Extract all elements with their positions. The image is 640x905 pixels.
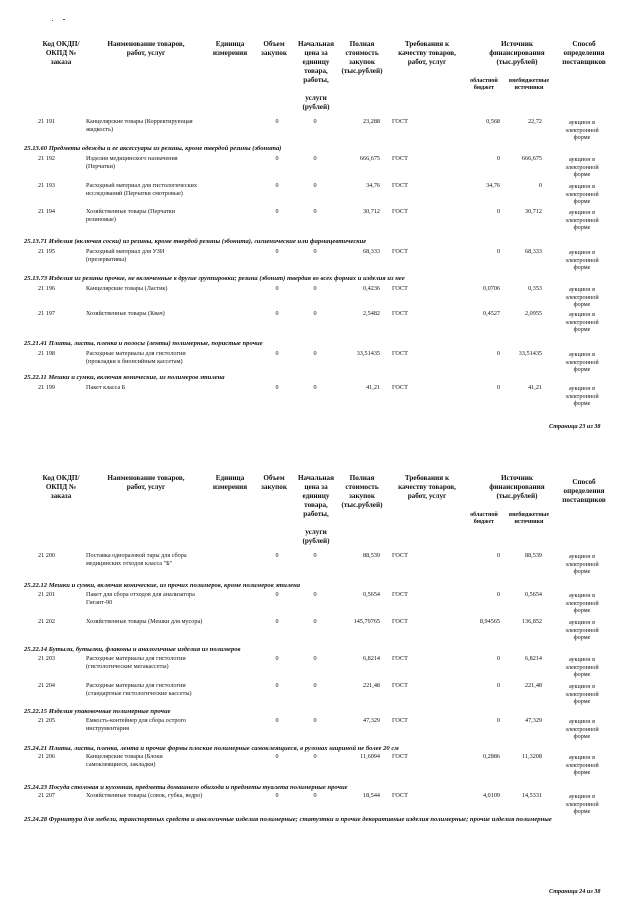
unit-price-value: 0	[313, 384, 317, 391]
requirements-value: ГОСТ	[392, 717, 408, 724]
volume-value: 0	[275, 310, 279, 317]
requirements-value: ГОСТ	[392, 792, 408, 799]
item-name: Расходные материалы для гистологии (гистологические мегакассеты)	[86, 655, 186, 670]
extra-budget-value: 30,712	[524, 208, 542, 215]
section-code: 25.22.11	[24, 374, 47, 381]
total-cost-value: 221,48	[362, 682, 380, 689]
order-code: 21 197	[38, 310, 56, 317]
total-cost-value: 88,539	[362, 552, 380, 559]
total-cost-value: 41,21	[366, 384, 380, 391]
item-name: Хозяйственные товары (совок, губка, ведро)	[86, 792, 203, 799]
section-code: 25.22.15	[24, 708, 48, 715]
item-name: Пакет для сбора отходов для анализатора Гигант-90	[86, 591, 195, 606]
total-cost-value: 0,4236	[362, 285, 380, 292]
regional-budget-value: 0,568	[486, 118, 500, 125]
unit-price-value: 0	[313, 655, 317, 662]
unit-price-value: 0	[313, 285, 317, 292]
section-heading	[24, 745, 604, 753]
requirements-value: ГОСТ	[392, 753, 408, 760]
scan-speck	[52, 20, 53, 21]
order-code: 21 200	[38, 552, 56, 559]
total-cost-value: 18,544	[362, 792, 380, 799]
extra-budget-value: 0,5654	[524, 591, 542, 598]
unit-price-value: 0	[313, 350, 317, 357]
total-cost-value: 6,8214	[362, 655, 380, 662]
requirements-value: ГОСТ	[392, 591, 408, 598]
requirements-value: ГОСТ	[392, 118, 408, 125]
requirements-value: ГОСТ	[392, 682, 408, 689]
section-code: 25.24.21	[24, 745, 48, 752]
section-code: 25.24.28	[24, 816, 48, 823]
order-code: 21 201	[38, 591, 56, 598]
volume-value: 0	[275, 618, 279, 625]
unit-price-value: 0	[313, 552, 317, 559]
document-page-23	[0, 0, 640, 440]
requirements-value: ГОСТ	[392, 384, 408, 391]
extra-budget-value: 666,675	[521, 155, 542, 162]
procurement-method: аукцион в электронной форме	[565, 286, 599, 308]
header-unit: Единица измерения	[212, 474, 248, 491]
header-volume: Объем закупок	[261, 474, 287, 491]
item-name: Хозяйственные товары (Перчатки резиновые)	[86, 208, 175, 223]
extra-budget-value: 41,21	[528, 384, 542, 391]
procurement-method: аукцион в электронной форме	[565, 119, 599, 141]
section-title: Посуда столовая и кухонная, предметы домашнего обихода и предметы туалета полимерные прочие	[48, 784, 348, 791]
header-cost: Полная стоимость закупок (тыс.рублей)	[341, 474, 383, 509]
extra-budget-value: 0	[538, 182, 542, 189]
requirements-value: ГОСТ	[392, 155, 408, 162]
procurement-method: аукцион в электронной форме	[565, 311, 599, 333]
regional-budget-value: 0	[496, 384, 500, 391]
extra-budget-value: 0,353	[528, 285, 542, 292]
section-heading	[24, 145, 604, 153]
total-cost-value: 47,329	[362, 717, 380, 724]
procurement-method: аукцион в электронной форме	[565, 553, 599, 575]
section-code: 25.22.12	[24, 582, 48, 589]
order-code: 21 204	[38, 682, 56, 689]
requirements-value: ГОСТ	[392, 310, 408, 317]
section-heading	[24, 816, 604, 824]
unit-price-value: 0	[313, 717, 317, 724]
total-cost-value: 30,712	[362, 208, 380, 215]
section-heading	[24, 340, 604, 348]
extra-budget-value: 22,72	[528, 118, 542, 125]
total-cost-value: 0,5654	[362, 591, 380, 598]
order-code: 21 194	[38, 208, 56, 215]
section-title: Плиты, листы, пленка и полосы (ленты) полимерные, пористые прочие	[48, 340, 263, 347]
header-price: Начальная цена за единицу товара, работы,	[297, 474, 335, 518]
regional-budget-value: 0	[496, 248, 500, 255]
total-cost-value: 34,76	[366, 182, 380, 189]
extra-budget-value: 14,5331	[521, 792, 542, 799]
header-price-services: услуги (рублей)	[302, 94, 330, 111]
requirements-value: ГОСТ	[392, 208, 408, 215]
header-requirements: Требования к качеству товаров, работ, услуг	[398, 40, 456, 66]
procurement-method: аукцион в электронной форме	[565, 592, 599, 614]
procurement-method: аукцион в электронной форме	[565, 754, 599, 776]
procurement-method: аукцион в электронной форме	[565, 385, 599, 407]
header-price-services: услуги (рублей)	[302, 528, 330, 545]
regional-budget-value: 0	[496, 682, 500, 689]
order-code: 21 199	[38, 384, 56, 391]
procurement-method: аукцион в электронной форме	[565, 156, 599, 178]
section-title: Мешки и сумки, включая конические, из прочих полимеров, кроме полимеров этилена	[48, 582, 301, 589]
document-page-24	[0, 470, 640, 905]
procurement-method: аукцион в электронной форме	[565, 683, 599, 705]
order-code: 21 195	[38, 248, 56, 255]
requirements-value: ГОСТ	[392, 655, 408, 662]
unit-price-value: 0	[313, 591, 317, 598]
header-unit: Единица измерения	[212, 40, 248, 57]
regional-budget-value: 34,76	[486, 182, 500, 189]
volume-value: 0	[275, 248, 279, 255]
order-code: 21 192	[38, 155, 56, 162]
total-cost-value: 2,5482	[362, 310, 380, 317]
section-heading	[24, 582, 604, 590]
order-code: 21 191	[38, 118, 56, 125]
section-title: Предметы одежды и ее аксессуары из резины, кроме твердой резины (эбонита)	[48, 145, 282, 152]
section-heading	[24, 708, 604, 716]
total-cost-value: 33,51435	[356, 350, 380, 357]
unit-price-value: 0	[313, 155, 317, 162]
volume-value: 0	[275, 118, 279, 125]
extra-budget-value: 33,51435	[518, 350, 542, 357]
procurement-method: аукцион в электронной форме	[565, 249, 599, 271]
section-code: 25.21.41	[24, 340, 48, 347]
volume-value: 0	[275, 682, 279, 689]
requirements-value: ГОСТ	[392, 248, 408, 255]
extra-budget-value: 11,3208	[522, 753, 542, 760]
extra-budget-value: 68,333	[524, 248, 542, 255]
unit-price-value: 0	[313, 682, 317, 689]
item-name: Расходные материалы для гистологии (прокладки к биопсийным кассетам)	[86, 350, 186, 365]
volume-value: 0	[275, 208, 279, 215]
section-title: Бутыли, бутылки, флаконы и аналогичные изделия из полимеров	[48, 646, 241, 653]
volume-value: 0	[275, 655, 279, 662]
order-code: 21 196	[38, 285, 56, 292]
volume-value: 0	[275, 792, 279, 799]
page-number: Страница 23 из 38	[549, 423, 601, 430]
unit-price-value: 0	[313, 753, 317, 760]
section-heading	[24, 646, 604, 654]
unit-price-value: 0	[313, 208, 317, 215]
regional-budget-value: 0	[496, 655, 500, 662]
regional-budget-value: 4,0109	[482, 792, 500, 799]
section-code: 25.13.60	[24, 145, 48, 152]
procurement-method: аукцион в электронной форме	[565, 793, 599, 815]
item-name: Хозяйственные товары (Квач)	[86, 310, 165, 317]
procurement-method: аукцион в электронной форме	[565, 183, 599, 205]
total-cost-value: 23,288	[362, 118, 380, 125]
header-cost: Полная стоимость закупок (тыс.рублей)	[341, 40, 383, 75]
requirements-value: ГОСТ	[392, 552, 408, 559]
total-cost-value: 11,6094	[360, 753, 380, 760]
order-code: 21 205	[38, 717, 56, 724]
volume-value: 0	[275, 591, 279, 598]
section-title: Изделия из резины прочие, не включенные в другие группировки; резина (эбонит) твердая во всех формах и изделия из нее	[48, 275, 405, 282]
volume-value: 0	[275, 182, 279, 189]
regional-budget-value: 0	[496, 552, 500, 559]
header-source-extra: внебюджетные источники	[508, 512, 550, 525]
scan-speck	[63, 19, 65, 20]
requirements-value: ГОСТ	[392, 285, 408, 292]
order-code: 21 203	[38, 655, 56, 662]
regional-budget-value: 0,0706	[482, 285, 500, 292]
section-heading	[24, 238, 604, 246]
unit-price-value: 0	[313, 618, 317, 625]
section-code: 25.13.71	[24, 238, 48, 245]
order-code: 21 193	[38, 182, 56, 189]
section-code: 25.24.23	[24, 784, 48, 791]
page-number: Страница 24 из 38	[549, 888, 601, 895]
section-code: 25.22.14	[24, 646, 48, 653]
regional-budget-value: 0	[496, 208, 500, 215]
item-name: Расходный материал для гистологических исследований (Перчатки смотровые)	[86, 182, 197, 197]
regional-budget-value: 0	[496, 717, 500, 724]
header-requirements: Требования к качеству товаров, работ, услуг	[398, 474, 456, 500]
procurement-method: аукцион в электронной форме	[565, 718, 599, 740]
regional-budget-value: 0	[496, 350, 500, 357]
section-heading	[24, 275, 604, 283]
extra-budget-value: 2,0955	[524, 310, 542, 317]
unit-price-value: 0	[313, 310, 317, 317]
section-title: Изделия упаковочные полимерные прочие	[48, 708, 171, 715]
item-name: Пакет класса Б	[86, 384, 126, 391]
order-code: 21 202	[38, 618, 56, 625]
regional-budget-value: 0	[496, 155, 500, 162]
unit-price-value: 0	[313, 182, 317, 189]
regional-budget-value: 0,4527	[482, 310, 500, 317]
regional-budget-value: 8,94565	[479, 618, 500, 625]
header-code: Код ОКДП/ ОКПД № заказа	[42, 474, 80, 500]
header-source-regional: областной бюджет	[470, 78, 498, 91]
regional-budget-value: 0,2886	[482, 753, 500, 760]
header-code: Код ОКДП/ ОКПД № заказа	[42, 40, 80, 66]
order-code: 21 206	[38, 753, 56, 760]
header-source-extra: внебюджетные источники	[508, 78, 550, 91]
header-source-regional: областной бюджет	[470, 512, 498, 525]
header-method: Способ определения поставщиков	[562, 478, 606, 504]
unit-price-value: 0	[313, 248, 317, 255]
procurement-method: аукцион в электронной форме	[565, 656, 599, 678]
item-name: Поставка одноразовой тары для сбора медицинских отходов класса "Б"	[86, 552, 187, 567]
order-code: 21 198	[38, 350, 56, 357]
header-source: Источник финансирования (тыс.рублей)	[489, 40, 545, 66]
item-name: Хозяйственные товары (Мешки для мусора)	[86, 618, 203, 625]
unit-price-value: 0	[313, 118, 317, 125]
volume-value: 0	[275, 753, 279, 760]
requirements-value: ГОСТ	[392, 182, 408, 189]
section-title: Мешки и сумки, включая конические, из полимеров этилена	[48, 374, 225, 381]
header-method: Способ определения поставщиков	[562, 40, 606, 66]
header-volume: Объем закупок	[261, 40, 287, 57]
section-heading	[24, 784, 604, 792]
volume-value: 0	[275, 384, 279, 391]
procurement-method: аукцион в электронной форме	[565, 209, 599, 231]
volume-value: 0	[275, 285, 279, 292]
volume-value: 0	[275, 155, 279, 162]
procurement-method: аукцион в электронной форме	[565, 351, 599, 373]
header-name: Наименование товаров, работ, услуг	[107, 40, 185, 57]
extra-budget-value: 88,539	[524, 552, 542, 559]
total-cost-value: 68,333	[362, 248, 380, 255]
header-price: Начальная цена за единицу товара, работы,	[297, 40, 335, 84]
total-cost-value: 666,675	[359, 155, 380, 162]
total-cost-value: 145,79765	[353, 618, 380, 625]
header-source: Источник финансирования (тыс.рублей)	[489, 474, 545, 500]
section-code: 25.13.73	[24, 275, 48, 282]
unit-price-value: 0	[313, 792, 317, 799]
extra-budget-value: 47,329	[524, 717, 542, 724]
requirements-value: ГОСТ	[392, 618, 408, 625]
procurement-method: аукцион в электронной форме	[565, 619, 599, 641]
header-name: Наименование товаров, работ, услуг	[107, 474, 185, 491]
section-heading	[24, 374, 604, 382]
extra-budget-value: 136,852	[521, 618, 542, 625]
volume-value: 0	[275, 552, 279, 559]
item-name: Изделия медицинского назначения (Перчатки)	[86, 155, 178, 170]
regional-budget-value: 0	[496, 591, 500, 598]
item-name: Расходные материалы для гистологии (стандартные гистологические кассеты)	[86, 682, 192, 697]
section-title: Изделия (включая соски) из резины, кроме твердой резины (эбонита), гигиенические или фармацевтические	[48, 238, 367, 245]
section-title: Фурнитура для мебели, транспортных средств и аналогичные изделия полимерные; статуэтки и прочие декоративные изделия полимерные; прочие изделия полимерные	[48, 816, 552, 823]
section-title: Плиты, листы, пленка, лента и прочие формы плоские полимерные самоклеящиеся, в рулонах шириной не более 20 см	[48, 745, 399, 752]
extra-budget-value: 6,8214	[524, 655, 542, 662]
requirements-value: ГОСТ	[392, 350, 408, 357]
item-name: Емкость-контейнер для сбора острого инструментария	[86, 717, 187, 732]
extra-budget-value: 221,48	[524, 682, 542, 689]
item-name: Канцелярские товары (Ластик)	[86, 285, 168, 292]
item-name: Канцелярские товары (Блоки самоклеящиеся, закладки)	[86, 753, 163, 768]
volume-value: 0	[275, 350, 279, 357]
item-name: Расходный материал для УЗИ (презервативы)	[86, 248, 165, 263]
volume-value: 0	[275, 717, 279, 724]
item-name: Канцелярские товары (Корректирующая жидкость)	[86, 118, 193, 133]
order-code: 21 207	[38, 792, 56, 799]
